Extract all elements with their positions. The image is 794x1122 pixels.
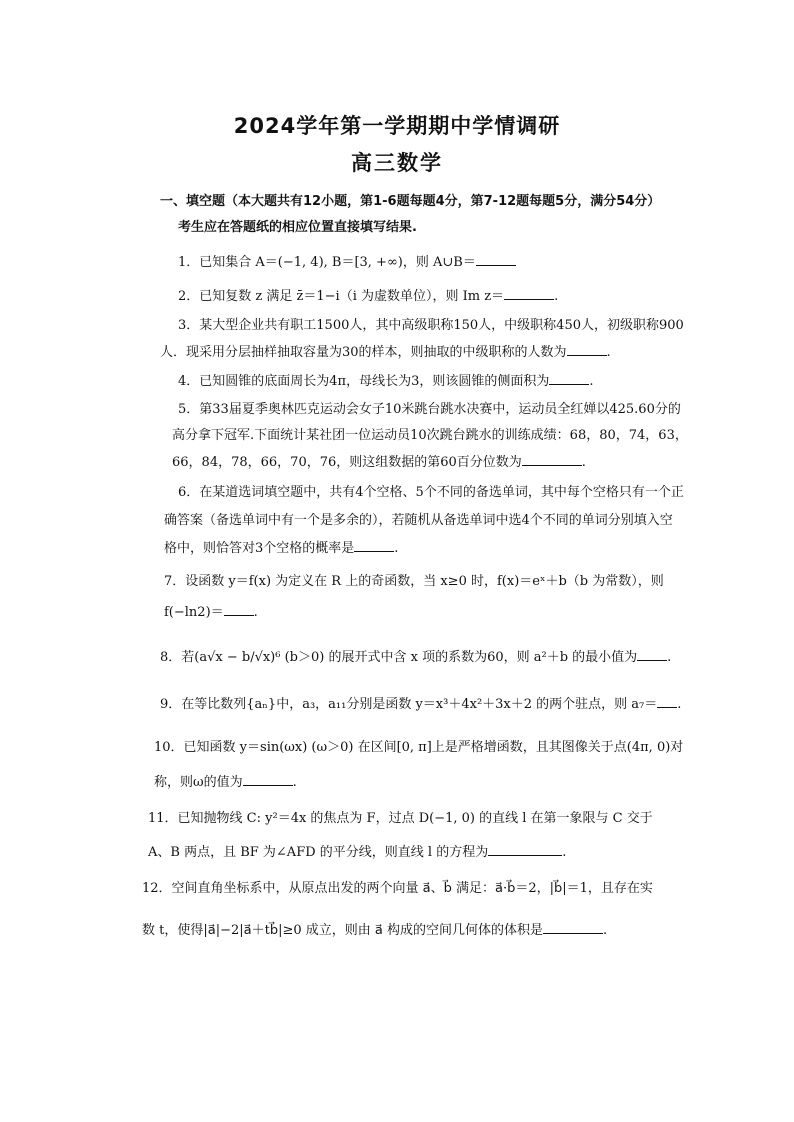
question-line: 高分拿下冠军.下面统计某社团一位运动员10次跳台跳水的训练成绩：68，80，74，63， [172, 428, 688, 443]
answer-blank [522, 451, 582, 466]
question-text: 8．若(a√x − b/√x)⁶ (b＞0) 的展开式中含 x 项的系数为60，则 a²＋b 的最小值为 [160, 650, 638, 665]
question-5 [178, 397, 681, 422]
question-11 [148, 806, 653, 831]
question-line: 数 t，使得|a⃗|−2|a⃗＋tb⃗|≥0 成立，则由 a⃗ 构成的空间几何体的体积是 [142, 923, 543, 938]
question-text: 4．已知圆锥的底面周长为4π，母线长为3，则该圆锥的侧面积为 [178, 374, 550, 389]
question-line: 称，则ω的值为 [154, 775, 243, 790]
question-5-cont [172, 423, 688, 448]
answer-blank [504, 285, 554, 300]
answer-blank [224, 601, 254, 616]
section-instruction: 考生应在答题纸的相应位置直接填写结果. [178, 220, 417, 235]
question-1 [178, 250, 516, 275]
question-11-cont: A、B 两点，且 BF 为∠AFD 的平分线，则直线 l 的方程为 . [148, 840, 566, 865]
question-line: 3．某大型企业共有职工1500人，其中高级职称150人，中级职称450人，初级职称900 [178, 318, 684, 333]
question-line: A、B 两点，且 BF 为∠AFD 的平分线，则直线 l 的方程为 [148, 845, 489, 860]
question-line: 7．设函数 y＝f(x) 为定义在 R 上的奇函数，当 x≥0 时，f(x)＝eˣ＋b（b 为常数），则 [164, 574, 664, 589]
question-6-cont2: 格中，则恰答对3个空格的概率是 . [164, 536, 398, 561]
exam-subtitle: 高三数学 [351, 151, 443, 175]
answer-blank [657, 693, 677, 708]
question-text: 2．已知复数 z 满足 z̄＝1−i（i 为虚数单位），则 Im z＝ [178, 289, 505, 304]
question-line: 确答案（备选单词中有一个是多余的），若随机从备选单词中选4个不同的单词分别填入空 [164, 513, 673, 528]
question-6 [178, 480, 684, 505]
question-7-cont: f(−ln2)＝ . [164, 600, 258, 625]
answer-blank [476, 251, 516, 266]
question-4: 4．已知圆锥的底面周长为4π，母线长为3，则该圆锥的侧面积为 . [178, 369, 594, 394]
answer-blank [637, 646, 667, 661]
answer-blank [549, 370, 589, 385]
question-line: 66，84，78，66，70，76，则这组数据的第60百分位数为 [172, 455, 522, 470]
question-9: 9．在等比数列{aₙ}中，a₃，a₁₁分别是函数 y＝x³＋4x²＋3x＋2 的两个驻点，则 a₇＝ . [160, 692, 681, 717]
answer-blank [354, 537, 394, 552]
question-line: 11．已知抛物线 C: y²＝4x 的焦点为 F，过点 D(−1, 0) 的直线 l 在第一象限与 C 交于 [148, 811, 653, 826]
question-text: 1．已知集合 A＝(−1, 4), B＝[3, +∞)，则 A∪B＝ [178, 255, 476, 270]
question-2: 2．已知复数 z 满足 z̄＝1−i（i 为虚数单位），则 Im z＝ . [178, 284, 558, 309]
section-heading: 一、填空题（本大题共有12小题，第1-6题每题4分，第7-12题每题5分，满分54分） [160, 194, 661, 209]
question-line: 人．现采用分层抽样抽取容量为30的样本，则抽取的中级职称的人数为 [160, 345, 567, 360]
question-10 [154, 735, 683, 760]
question-3 [178, 313, 684, 338]
question-line: 10．已知函数 y＝sin(ωx) (ω＞0) 在区间[0, π]上是严格增函数，且其图像关于点(4π, 0)对 [154, 740, 684, 755]
question-line: 5．第33届夏季奥林匹克运动会女子10米跳台跳水决赛中，运动员全红婵以425.60分的 [178, 402, 681, 417]
question-text: 9．在等比数列{aₙ}中，a₃，a₁₁分别是函数 y＝x³＋4x²＋3x＋2 的两个驻点，则 a₇＝ [160, 697, 658, 712]
question-3-cont: 人．现采用分层抽样抽取容量为30的样本，则抽取的中级职称的人数为 . [160, 340, 611, 365]
question-10-cont: 称，则ω的值为 . [154, 770, 297, 795]
question-line: 格中，则恰答对3个空格的概率是 [164, 541, 355, 556]
answer-blank [488, 841, 562, 856]
question-line: 12．空间直角坐标系中，从原点出发的两个向量 a⃗、b⃗ 满足：a⃗·b⃗＝2，|b⃗|＝1，且存在实 [142, 881, 653, 896]
question-line: 6．在某道选词填空题中，共有4个空格、5个不同的备选单词，其中每个空格只有一个正 [178, 485, 684, 500]
question-7 [164, 569, 664, 594]
answer-blank [543, 919, 603, 934]
question-line: f(−ln2)＝ [164, 605, 224, 620]
section-header [160, 189, 700, 241]
question-12 [142, 876, 653, 901]
question-5-cont2: 66，84，78，66，70，76，则这组数据的第60百分位数为 . [172, 450, 586, 475]
answer-blank [243, 771, 293, 786]
exam-title: 2024学年第一学期期中学情调研 [233, 114, 561, 138]
answer-blank [567, 341, 607, 356]
question-6-cont [164, 508, 673, 533]
question-8: 8．若(a√x − b/√x)⁶ (b＞0) 的展开式中含 x 项的系数为60，则 a²＋b 的最小值为 . [160, 645, 671, 670]
question-12-cont: 数 t，使得|a⃗|−2|a⃗＋tb⃗|≥0 成立，则由 a⃗ 构成的空间几何体的体积是 . [142, 918, 607, 943]
